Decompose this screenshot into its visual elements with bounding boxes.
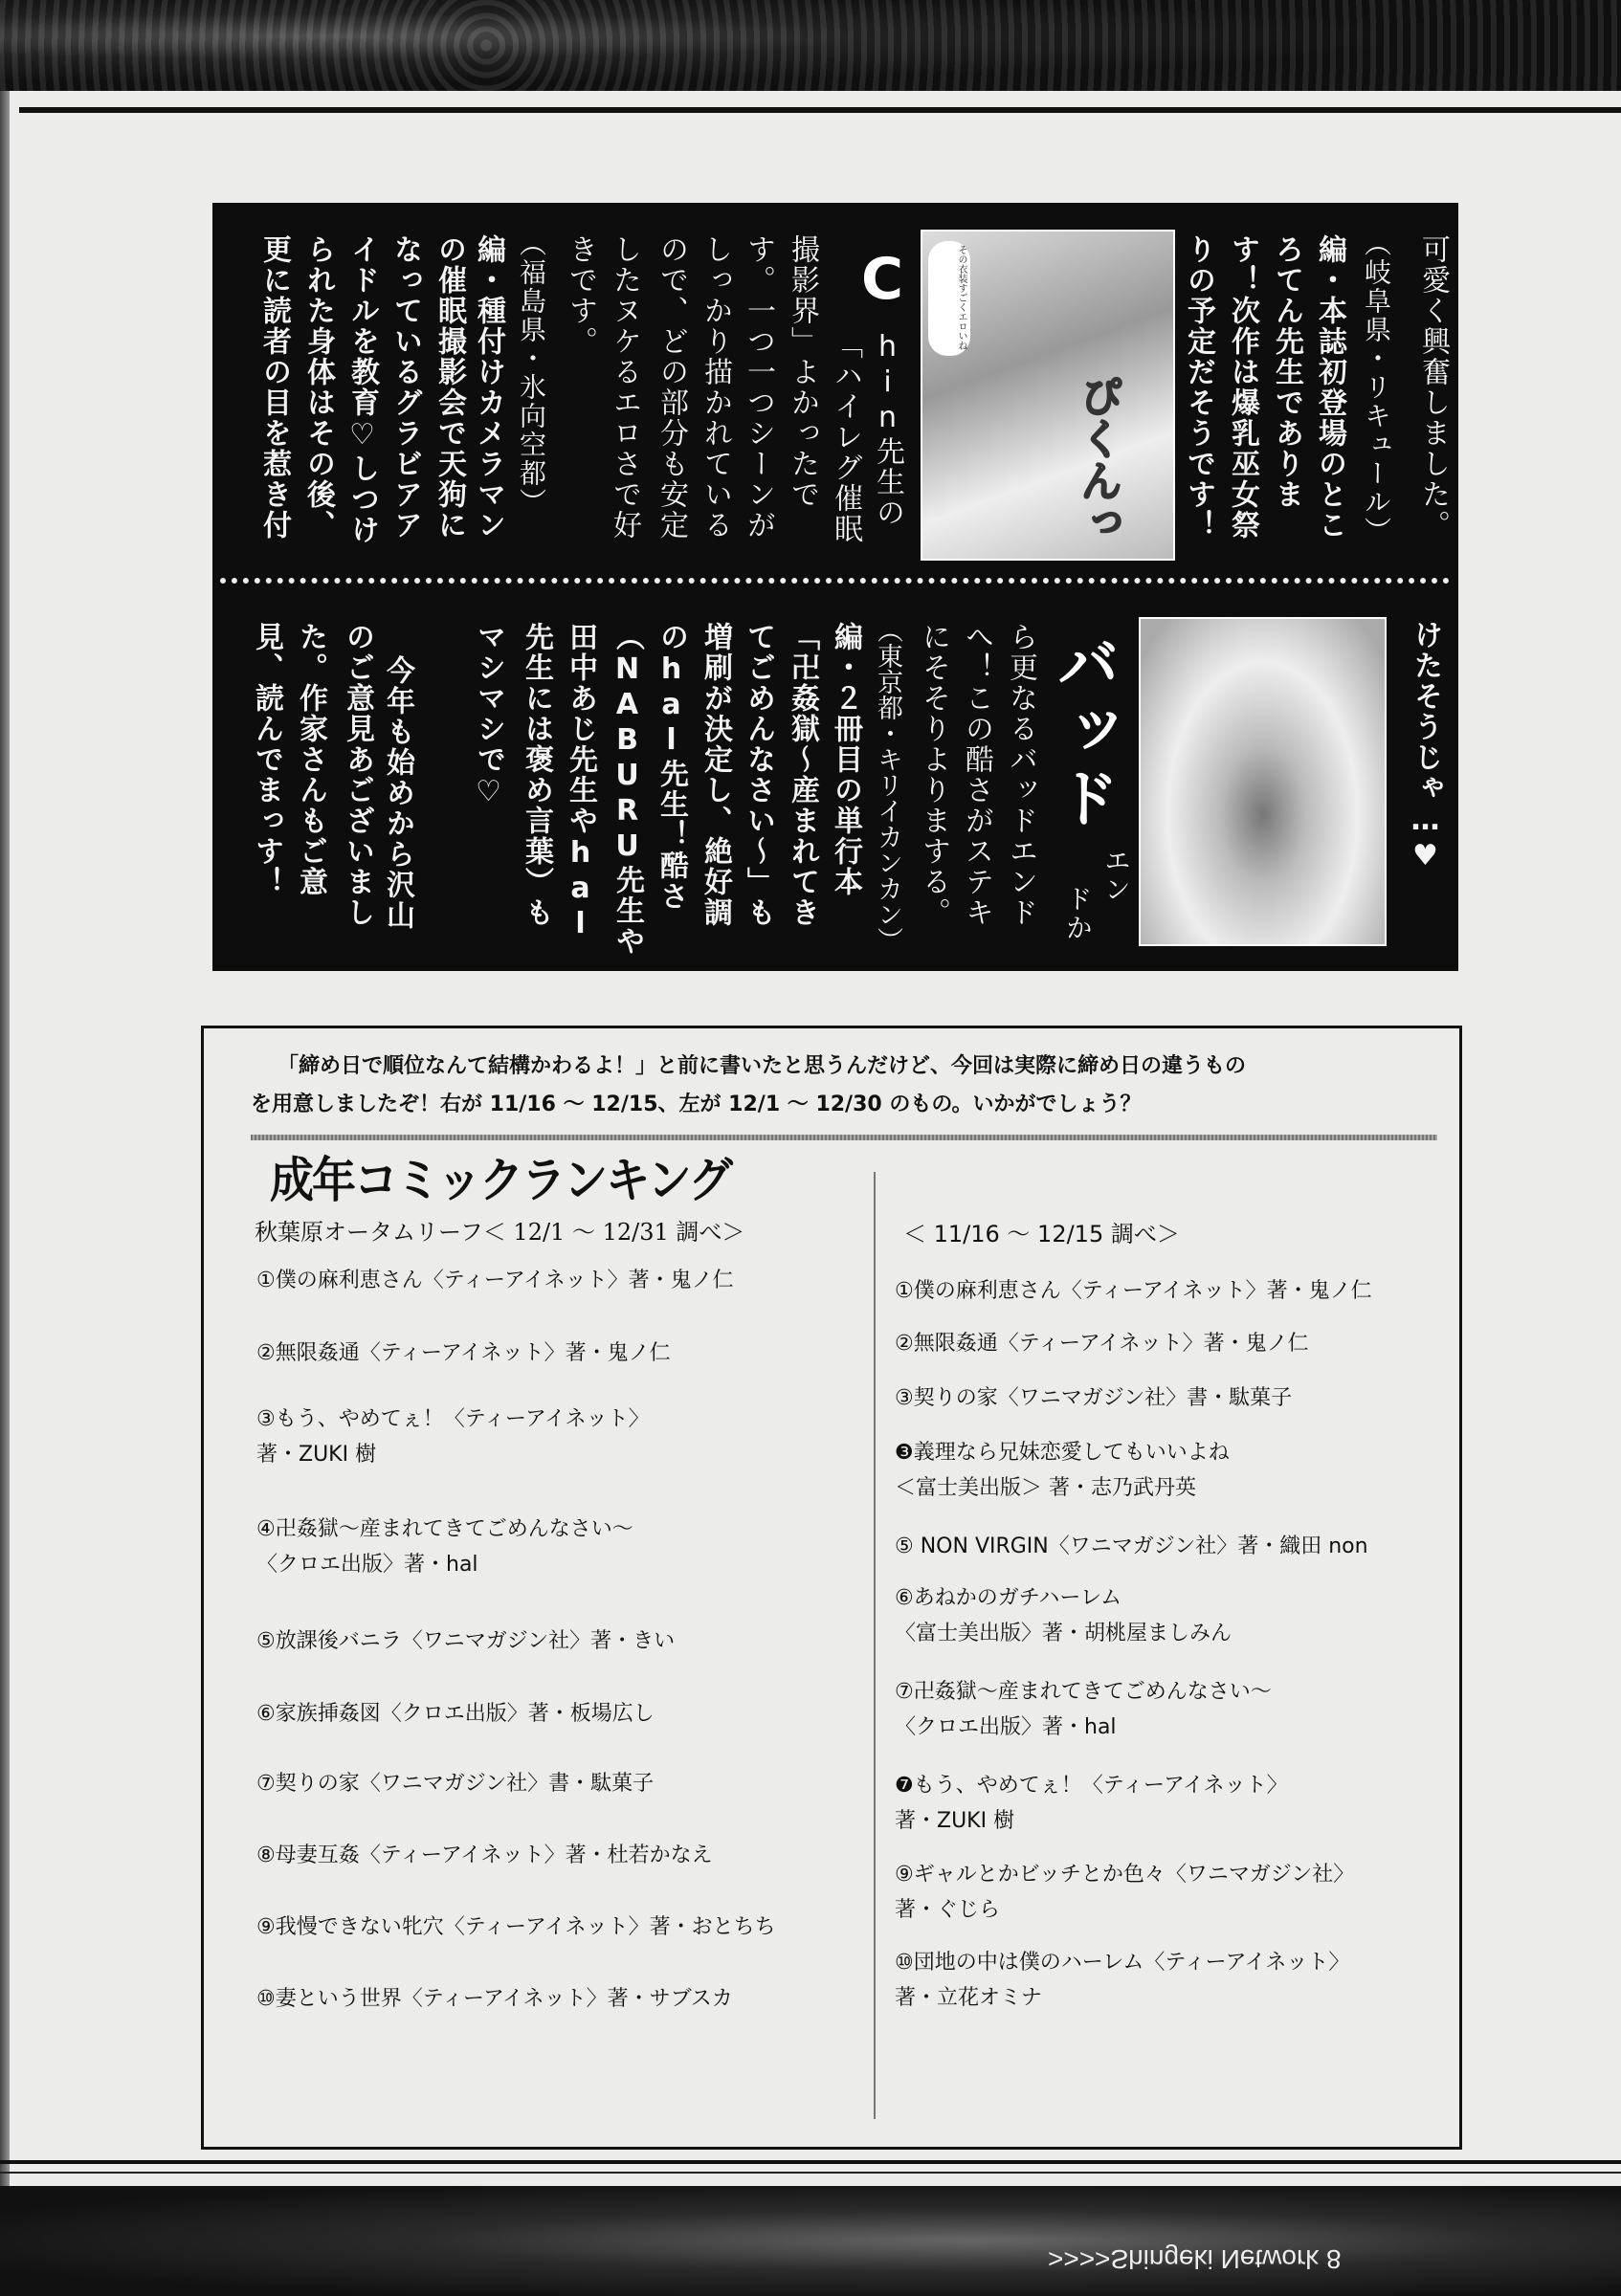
reader-comment: す。一つ一つシーンが: [742, 234, 775, 541]
headline-small: ドか: [1062, 885, 1094, 942]
ranking-item-title: ⑦卍姦獄～産まれてきてごめんなさい～: [895, 1680, 1272, 1704]
reader-comment: 「ハイレグ催眠: [829, 330, 862, 544]
ranking-item: [256, 1981, 733, 2017]
editor-reply: 増刷が決定し、絶好調: [699, 622, 732, 928]
editor-reply: 田中あじ先生やhal: [564, 622, 597, 942]
footer-label: >>>>Shingeki Network 8: [1048, 2244, 1342, 2274]
ranking-item: [895, 1857, 1354, 1928]
closing-comment: のご意見あございまし: [341, 622, 374, 928]
editor-reply: （NABURU先生や: [611, 622, 644, 957]
headline-small: エン: [1100, 847, 1132, 904]
bottom-rule: [0, 2160, 1621, 2164]
editor-reply: 先生には褒め言葉）も: [520, 622, 553, 928]
ranking-item: [895, 1435, 1230, 1506]
ranking-item: [256, 1336, 671, 1371]
closing-comment: 見、読んでまっす！: [250, 622, 283, 897]
ranking-item-title: ⑤放課後バニラ〈ワニマガジン社〉著・きい: [256, 1629, 676, 1653]
ranking-item-title: ④卍姦獄～産まれてきてごめんなさい～: [256, 1517, 633, 1541]
closing-comment: た。作家さんもご意: [294, 622, 327, 897]
reader-comment: きです。: [564, 234, 597, 357]
ranking-item-title: ⑥家族挿姦図〈クロエ出版〉著・板場広し: [256, 1702, 655, 1726]
ranking-item-title: ⑤ NON VIRGIN〈ワニマガジン社〉著・織田 non: [895, 1534, 1368, 1558]
ranking-item-credit: 〈富士美出版〉著・胡桃屋ましみん: [895, 1622, 1232, 1645]
ranking-item-credit: 著・立花オミナ: [895, 1986, 1043, 2010]
left-ranking-subtitle: 秋葉原オータムリーフ＜ 12/1 ～ 12/31 調べ＞: [255, 1219, 745, 1246]
ranking-item-credit: 著・ZUKI 樹: [256, 1443, 377, 1467]
editor-reply: の催眠撮影会で天狗に: [433, 234, 466, 541]
manga-illustration-1: [921, 230, 1175, 561]
top-decorative-band: [0, 0, 1621, 91]
editor-reply: られた身体はその後、: [301, 234, 335, 541]
manga-illustration-2: [1139, 617, 1387, 946]
dotted-divider: [220, 578, 1450, 584]
ranking-item-credit: 著・ぐじら: [895, 1898, 1001, 1922]
editor-reply: ろてん先生でありま: [1270, 234, 1303, 510]
editor-reply: マシマシで♡: [472, 622, 505, 810]
ranking-item: [895, 1380, 1292, 1416]
editor-reply: のhal先生！酷さ: [655, 622, 688, 912]
section-divider: [251, 1135, 1437, 1140]
ranking-intro: 「締め日で順位なんて結構かわるよ！」と前に書いたと思うんだけど、今回は実際に締め日の違うもの: [278, 1054, 1247, 1078]
big-initial: C: [861, 246, 904, 313]
ranking-item-title: ⑩妻という世界〈ティーアイネット〉著・サブスカ: [256, 1987, 733, 2011]
ranking-item: [256, 1696, 655, 1732]
editor-reply: 更に読者の目を惹き付: [257, 234, 291, 541]
ranking-item: [256, 1838, 713, 1873]
editor-reply: てごめんなさい～」も: [742, 622, 775, 928]
editor-reply: 編・本誌初登場のとこ: [1313, 234, 1346, 541]
bottom-rule: [0, 2172, 1621, 2174]
editor-reply: なっているグラビアア: [389, 234, 422, 541]
ranking-item-title: ③もう、やめてぇ！〈ティーアイネット〉: [256, 1407, 650, 1431]
top-rule: [19, 107, 1621, 113]
ranking-item-credit: 〈クロエ出版〉著・hal: [256, 1553, 478, 1577]
editor-reply: イドルを教育♡しつけ: [345, 234, 379, 545]
sound-effect: ぴくんっ: [1073, 375, 1121, 543]
ranking-item-title: ⑨我慢できない牝穴〈ティーアイネット〉著・おとちち: [256, 1915, 776, 1939]
ranking-item-title: ①僕の麻利恵さん〈ティーアイネット〉著・鬼ノ仁: [256, 1269, 734, 1292]
reader-comment: 撮影界」よかったで: [786, 234, 819, 510]
ranking-item-credit: 著・ZUKI 樹: [895, 1809, 1015, 1833]
ranking-item: [256, 1623, 675, 1659]
editor-reply: す！次作は爆乳巫女祭: [1226, 234, 1259, 541]
column-divider: [874, 1172, 876, 2119]
ranking-item: [256, 1402, 650, 1472]
editor-reply: 編・２冊目の単行本: [829, 622, 862, 897]
ranking-item: [895, 1580, 1232, 1651]
reader-name: （福島県・氷向空都）: [516, 230, 547, 517]
ranking-item-credit: 〈クロエ出版〉著・hal: [895, 1715, 1117, 1739]
ranking-item: [256, 1910, 776, 1945]
bottom-decorative-band: [0, 2186, 1621, 2296]
ranking-item-title: ①僕の麻利恵さん〈ティーアイネット〉著・鬼ノ仁: [895, 1279, 1372, 1303]
ranking-item: [895, 1529, 1368, 1564]
ranking-item: [256, 1766, 654, 1801]
ranking-item: [895, 1326, 1309, 1361]
reader-name: （岐阜県・リキュール）: [1361, 230, 1392, 545]
reader-comment-start: hin先生の: [871, 330, 904, 528]
reader-comment: へ！この酷さがステキ: [960, 622, 993, 928]
reader-comment: にそそりよりまする。: [917, 622, 950, 928]
ranking-item: [256, 1263, 734, 1298]
editor-reply: 編・種付けカメラマン: [472, 234, 505, 541]
reader-comment: したヌケるエロさで好: [608, 234, 641, 541]
ranking-item-title: ⑧母妻互姦〈ティーアイネット〉著・杜若かなえ: [256, 1843, 713, 1867]
ranking-item: [256, 1512, 633, 1582]
ranking-item-title: ③契りの家〈ワニマガジン社〉書・駄菓子: [895, 1386, 1293, 1410]
reader-comment: ら更なるバッドエンド: [1004, 622, 1037, 928]
big-headline-word: バッド: [1046, 631, 1120, 832]
ranking-item-title: ⑥あねかのガチハーレム: [895, 1586, 1122, 1610]
ranking-item-title: ❸義理なら兄妹恋愛してもいいよね: [895, 1441, 1230, 1465]
reader-comment: しっかり描かれている: [699, 234, 732, 541]
ranking-item-title: ②無限姦通〈ティーアイネット〉著・鬼ノ仁: [895, 1332, 1309, 1356]
speech-bubble: その衣装すごくエロいね: [928, 241, 970, 356]
right-ranking-subtitle: ＜ 11/16 ～ 12/15 調べ＞: [903, 1221, 1180, 1247]
editor-reply: 「卍姦獄～産まれてき: [786, 622, 819, 928]
closing-comment: 今年も始めから沢山: [381, 655, 414, 931]
ranking-item-title: ⑩団地の中は僕のハーレム〈ティーアイネット〉: [895, 1951, 1350, 1975]
reader-name: （東京都・キリイカンカン）: [873, 617, 902, 953]
editor-reply: りの予定だそうです！: [1182, 234, 1215, 541]
ranking-item: [895, 1273, 1372, 1309]
ranking-item: [895, 1674, 1272, 1745]
ranking-item: [895, 1945, 1349, 2016]
reader-comment: 可愛く興奮しました。: [1416, 234, 1450, 541]
ranking-intro: を用意しましたぞ！右が 11/16 ～ 12/15、左が 12/1 ～ 12/30 のもの。いかがでしょう？: [251, 1093, 1142, 1116]
ranking-item-title: ⑦契りの家〈ワニマガジン社〉書・駄菓子: [256, 1772, 655, 1796]
ranking-item-title: ②無限姦通〈ティーアイネット〉著・鬼ノ仁: [256, 1341, 671, 1365]
page-edge: [0, 91, 10, 2186]
reader-comment: ので、どの部分も安定: [655, 234, 688, 541]
ranking-item-title: ⑨ギャルとかビッチとか色々〈ワニマガジン社〉: [895, 1863, 1355, 1887]
ranking-title: 成年コミックランキング: [270, 1151, 731, 1208]
editor-reply: けたそうじゃ…♥: [1409, 620, 1442, 874]
ranking-item-title: ❼もう、やめてぇ！〈ティーアイネット〉: [895, 1774, 1288, 1798]
ranking-item-credit: ＜富士美出版＞ 著・志乃武丹英: [895, 1476, 1196, 1500]
ranking-item: [895, 1768, 1288, 1839]
